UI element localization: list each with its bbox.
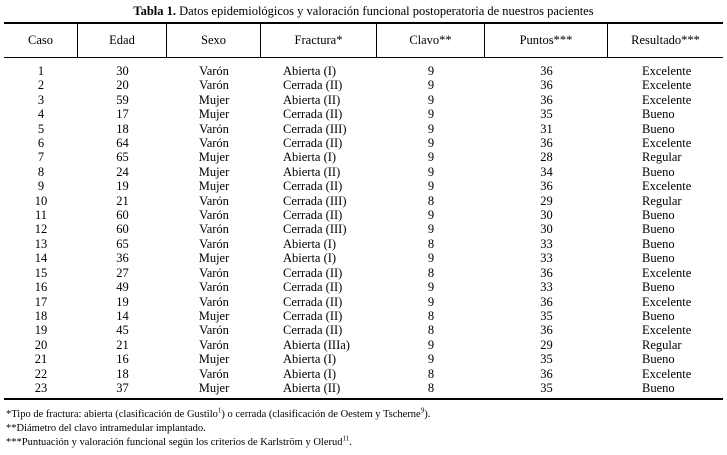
cell-puntos: 36 bbox=[540, 294, 553, 309]
cell-spacer bbox=[608, 208, 642, 222]
cell-spacer bbox=[261, 251, 283, 265]
cell-caso: 17 bbox=[34, 294, 48, 309]
cell-sexo: Varón bbox=[199, 208, 229, 223]
cell-caso: 7 bbox=[37, 150, 45, 165]
cell-puntos: 36 bbox=[540, 366, 553, 381]
footnotes bbox=[6, 408, 721, 450]
cell-resultado: Excelente bbox=[642, 323, 692, 338]
cell-fractura: Abierta (II) bbox=[283, 92, 341, 107]
cell-edad: 19 bbox=[116, 179, 129, 194]
footnote-text: *Tipo de fractura: abierta (clasificación de Gustilo bbox=[6, 409, 218, 420]
cell-spacer bbox=[608, 93, 642, 107]
table-row bbox=[4, 64, 723, 78]
cell-resultado: Regular bbox=[642, 193, 682, 208]
cell-spacer bbox=[261, 165, 283, 179]
cell-puntos: 34 bbox=[540, 164, 553, 179]
cell-spacer bbox=[261, 367, 283, 381]
cell-caso: 9 bbox=[37, 179, 45, 194]
cell-clavo: 9 bbox=[427, 208, 435, 223]
cell-edad: 60 bbox=[116, 208, 129, 223]
cell-fractura: Cerrada (II) bbox=[283, 107, 343, 122]
cell-resultado: Bueno bbox=[642, 236, 675, 251]
table-row bbox=[4, 280, 723, 294]
header-divider bbox=[484, 24, 485, 57]
cell-puntos: 29 bbox=[540, 337, 553, 352]
cell-puntos: 33 bbox=[540, 236, 553, 251]
header-divider bbox=[376, 24, 377, 57]
cell-puntos: 35 bbox=[540, 380, 553, 395]
cell-puntos: 28 bbox=[540, 150, 553, 165]
cell-fractura: Cerrada (II) bbox=[283, 265, 343, 280]
cell-resultado: Excelente bbox=[642, 136, 692, 151]
cell-resultado: Excelente bbox=[642, 366, 692, 381]
header-fractura: Fractura* bbox=[294, 33, 343, 47]
table-row bbox=[4, 266, 723, 280]
table-row bbox=[4, 309, 723, 323]
cell-clavo: 8 bbox=[427, 308, 435, 323]
cell-puntos: 30 bbox=[540, 222, 553, 237]
cell-puntos: 36 bbox=[540, 136, 553, 151]
header-clavo: Clavo** bbox=[409, 33, 452, 47]
cell-spacer bbox=[608, 165, 642, 179]
cell-sexo: Mujer bbox=[198, 92, 230, 107]
cell-spacer bbox=[261, 237, 283, 251]
cell-fractura: Abierta (II) bbox=[283, 380, 341, 395]
header-divider bbox=[166, 24, 167, 57]
cell-sexo: Varón bbox=[199, 222, 229, 237]
cell-caso: 14 bbox=[34, 251, 48, 266]
cell-resultado: Bueno bbox=[642, 251, 675, 266]
table-row bbox=[4, 237, 723, 251]
cell-caso: 15 bbox=[34, 265, 48, 280]
cell-fractura: Cerrada (III) bbox=[283, 222, 347, 237]
cell-puntos: 36 bbox=[540, 179, 553, 194]
table-row bbox=[4, 222, 723, 236]
cell-sexo: Varón bbox=[199, 78, 229, 93]
cell-clavo: 9 bbox=[427, 222, 435, 237]
cell-spacer bbox=[261, 323, 283, 337]
header-divider bbox=[607, 24, 608, 57]
cell-fractura: Cerrada (II) bbox=[283, 308, 343, 323]
cell-fractura: Abierta (IIIa) bbox=[283, 337, 350, 352]
cell-puntos: 35 bbox=[540, 308, 553, 323]
cell-puntos: 36 bbox=[540, 323, 553, 338]
cell-spacer bbox=[261, 309, 283, 323]
cell-spacer bbox=[261, 78, 283, 92]
cell-caso: 4 bbox=[37, 107, 45, 122]
cell-clavo: 9 bbox=[427, 294, 435, 309]
cell-resultado: Excelente bbox=[642, 265, 692, 280]
cell-fractura: Cerrada (II) bbox=[283, 179, 343, 194]
cell-fractura: Cerrada (II) bbox=[283, 294, 343, 309]
cell-caso: 12 bbox=[34, 222, 48, 237]
table-row bbox=[4, 150, 723, 164]
cell-spacer bbox=[608, 323, 642, 337]
table-row bbox=[4, 122, 723, 136]
table-row bbox=[4, 338, 723, 352]
cell-spacer bbox=[608, 381, 642, 395]
cell-puntos: 36 bbox=[540, 78, 553, 93]
table-row bbox=[4, 352, 723, 366]
cell-edad: 27 bbox=[116, 265, 129, 280]
cell-clavo: 8 bbox=[427, 323, 435, 338]
cell-sexo: Varón bbox=[199, 294, 229, 309]
cell-resultado: Excelente bbox=[642, 92, 692, 107]
cell-caso: 8 bbox=[37, 164, 45, 179]
cell-resultado: Excelente bbox=[642, 294, 692, 309]
cell-sexo: Mujer bbox=[198, 251, 230, 266]
cell-fractura: Abierta (I) bbox=[283, 150, 337, 165]
cell-spacer bbox=[608, 367, 642, 381]
cell-caso: 2 bbox=[37, 78, 45, 93]
cell-caso: 10 bbox=[34, 193, 48, 208]
cell-fractura: Cerrada (II) bbox=[283, 323, 343, 338]
cell-resultado: Bueno bbox=[642, 352, 675, 367]
table-row bbox=[4, 295, 723, 309]
cell-spacer bbox=[608, 237, 642, 251]
table-row bbox=[4, 165, 723, 179]
cell-spacer bbox=[261, 150, 283, 164]
cell-edad: 36 bbox=[116, 251, 129, 266]
cell-caso: 3 bbox=[37, 92, 45, 107]
cell-caso: 5 bbox=[37, 121, 45, 136]
cell-edad: 49 bbox=[116, 280, 129, 295]
cell-spacer bbox=[261, 208, 283, 222]
cell-caso: 19 bbox=[34, 323, 48, 338]
table-row bbox=[4, 251, 723, 265]
footnote-text: ) o cerrada (clasificación de Oestem y Tscherne bbox=[221, 409, 421, 420]
cell-spacer bbox=[261, 352, 283, 366]
cell-clavo: 9 bbox=[427, 280, 435, 295]
header-rule bbox=[4, 57, 723, 58]
cell-clavo: 9 bbox=[427, 78, 435, 93]
cell-edad: 30 bbox=[116, 64, 129, 78]
table-row bbox=[4, 323, 723, 337]
cell-edad: 18 bbox=[116, 121, 129, 136]
cell-caso: 18 bbox=[34, 308, 48, 323]
cell-puntos: 36 bbox=[540, 92, 553, 107]
data-table bbox=[4, 64, 723, 395]
cell-clavo: 9 bbox=[427, 251, 435, 266]
cell-clavo: 8 bbox=[427, 380, 435, 395]
caption-text: Datos epidemiológicos y valoración funcional postoperatoria de nuestros pacientes bbox=[179, 4, 594, 18]
cell-fractura: Abierta (I) bbox=[283, 251, 337, 266]
cell-spacer bbox=[261, 266, 283, 280]
cell-edad: 45 bbox=[116, 323, 129, 338]
cell-fractura: Cerrada (III) bbox=[283, 193, 347, 208]
cell-clavo: 9 bbox=[427, 92, 435, 107]
cell-sexo: Varón bbox=[199, 280, 229, 295]
table-row bbox=[4, 107, 723, 121]
cell-sexo: Varón bbox=[199, 136, 229, 151]
cell-clavo: 8 bbox=[427, 236, 435, 251]
cell-fractura: Cerrada (III) bbox=[283, 121, 347, 136]
cell-resultado: Bueno bbox=[642, 121, 675, 136]
table-row bbox=[4, 367, 723, 381]
cell-spacer bbox=[261, 280, 283, 294]
reference-number: 9 bbox=[420, 406, 425, 415]
table-row bbox=[4, 208, 723, 222]
cell-puntos: 35 bbox=[540, 352, 553, 367]
cell-clavo: 9 bbox=[427, 150, 435, 165]
cell-fractura: Cerrada (II) bbox=[283, 208, 343, 223]
cell-resultado: Bueno bbox=[642, 380, 675, 395]
table-row bbox=[4, 381, 723, 395]
table-row bbox=[4, 93, 723, 107]
cell-puntos: 35 bbox=[540, 107, 553, 122]
cell-spacer bbox=[608, 352, 642, 366]
cell-spacer bbox=[261, 222, 283, 236]
cell-spacer bbox=[261, 338, 283, 352]
cell-resultado: Excelente bbox=[642, 64, 692, 78]
caption-label: Tabla 1. bbox=[133, 4, 177, 18]
cell-resultado: Bueno bbox=[642, 107, 675, 122]
cell-sexo: Varón bbox=[199, 193, 229, 208]
cell-clavo: 8 bbox=[427, 366, 435, 381]
cell-resultado: Bueno bbox=[642, 308, 675, 323]
cell-sexo: Mujer bbox=[198, 107, 230, 122]
cell-sexo: Varón bbox=[199, 366, 229, 381]
cell-spacer bbox=[608, 179, 642, 193]
cell-edad: 16 bbox=[116, 352, 129, 367]
cell-sexo: Varón bbox=[199, 64, 229, 78]
cell-spacer bbox=[608, 136, 642, 150]
cell-puntos: 30 bbox=[540, 208, 553, 223]
footnote-text: ). bbox=[424, 409, 431, 420]
cell-fractura: Abierta (I) bbox=[283, 352, 337, 367]
cell-clavo: 9 bbox=[427, 352, 435, 367]
table-row bbox=[4, 194, 723, 208]
header-resultado: Resultado*** bbox=[631, 33, 700, 47]
header-edad: Edad bbox=[109, 33, 135, 47]
cell-sexo: Varón bbox=[199, 337, 229, 352]
cell-clavo: 9 bbox=[427, 107, 435, 122]
footnote-scoring bbox=[6, 436, 721, 450]
table-row bbox=[4, 136, 723, 150]
cell-puntos: 33 bbox=[540, 251, 553, 266]
footnote-nail-diameter: **Diámetro del clavo intramedular implantado. bbox=[6, 423, 206, 434]
cell-sexo: Varón bbox=[199, 236, 229, 251]
cell-sexo: Mujer bbox=[198, 150, 230, 165]
cell-spacer bbox=[261, 107, 283, 121]
header-sexo: Sexo bbox=[201, 33, 226, 47]
cell-puntos: 31 bbox=[540, 121, 553, 136]
header-divider bbox=[77, 24, 78, 57]
cell-edad: 24 bbox=[116, 164, 129, 179]
cell-spacer bbox=[261, 93, 283, 107]
cell-clavo: 9 bbox=[427, 337, 435, 352]
cell-spacer bbox=[608, 295, 642, 309]
cell-spacer bbox=[608, 122, 642, 136]
cell-resultado: Excelente bbox=[642, 179, 692, 194]
cell-puntos: 33 bbox=[540, 280, 553, 295]
cell-resultado: Regular bbox=[642, 150, 682, 165]
cell-edad: 14 bbox=[116, 308, 129, 323]
cell-sexo: Varón bbox=[199, 323, 229, 338]
cell-puntos: 36 bbox=[540, 64, 553, 78]
cell-edad: 19 bbox=[116, 294, 129, 309]
reference-number: 1 bbox=[217, 406, 222, 415]
cell-caso: 13 bbox=[34, 236, 48, 251]
cell-spacer bbox=[608, 78, 642, 92]
cell-edad: 64 bbox=[116, 136, 129, 151]
cell-spacer bbox=[261, 194, 283, 208]
cell-caso: 6 bbox=[37, 136, 45, 151]
cell-sexo: Mujer bbox=[198, 164, 230, 179]
cell-sexo: Mujer bbox=[198, 352, 230, 367]
cell-edad: 65 bbox=[116, 236, 129, 251]
cell-puntos: 29 bbox=[540, 193, 553, 208]
cell-spacer bbox=[261, 122, 283, 136]
cell-clavo: 8 bbox=[427, 265, 435, 280]
cell-clavo: 9 bbox=[427, 164, 435, 179]
cell-fractura: Cerrada (II) bbox=[283, 78, 343, 93]
cell-spacer bbox=[261, 295, 283, 309]
cell-edad: 18 bbox=[116, 366, 129, 381]
cell-clavo: 8 bbox=[427, 193, 435, 208]
reference-number: 11 bbox=[342, 434, 350, 443]
cell-resultado: Bueno bbox=[642, 208, 675, 223]
cell-sexo: Varón bbox=[199, 121, 229, 136]
cell-caso: 1 bbox=[37, 64, 45, 78]
cell-spacer bbox=[261, 381, 283, 395]
cell-spacer bbox=[608, 338, 642, 352]
cell-fractura: Abierta (I) bbox=[283, 366, 337, 381]
cell-sexo: Mujer bbox=[198, 380, 230, 395]
cell-fractura: Abierta (II) bbox=[283, 164, 341, 179]
cell-caso: 21 bbox=[34, 352, 48, 367]
cell-clavo: 9 bbox=[427, 179, 435, 194]
cell-caso: 11 bbox=[34, 208, 48, 223]
cell-sexo: Varón bbox=[199, 265, 229, 280]
cell-edad: 21 bbox=[116, 193, 129, 208]
cell-sexo: Mujer bbox=[198, 179, 230, 194]
cell-resultado: Bueno bbox=[642, 222, 675, 237]
cell-caso: 16 bbox=[34, 280, 48, 295]
cell-edad: 37 bbox=[116, 380, 129, 395]
cell-caso: 23 bbox=[34, 380, 48, 395]
cell-spacer bbox=[608, 309, 642, 323]
cell-edad: 65 bbox=[116, 150, 129, 165]
header-puntos: Puntos*** bbox=[519, 33, 573, 47]
cell-edad: 21 bbox=[116, 337, 129, 352]
cell-resultado: Bueno bbox=[642, 164, 675, 179]
cell-edad: 17 bbox=[116, 107, 129, 122]
cell-spacer bbox=[261, 64, 283, 78]
cell-clavo: 9 bbox=[427, 64, 435, 78]
cell-spacer bbox=[261, 136, 283, 150]
cell-puntos: 36 bbox=[540, 265, 553, 280]
cell-clavo: 9 bbox=[427, 121, 435, 136]
cell-spacer bbox=[261, 179, 283, 193]
cell-fractura: Cerrada (II) bbox=[283, 136, 343, 151]
cell-edad: 60 bbox=[116, 222, 129, 237]
footnote-text: . bbox=[349, 437, 352, 448]
cell-spacer bbox=[608, 266, 642, 280]
cell-sexo: Mujer bbox=[198, 308, 230, 323]
header-divider bbox=[260, 24, 261, 57]
cell-edad: 59 bbox=[116, 92, 129, 107]
table-row bbox=[4, 179, 723, 193]
cell-spacer bbox=[608, 64, 642, 78]
cell-clavo: 9 bbox=[427, 136, 435, 151]
footnote-fracture-type bbox=[6, 408, 721, 422]
cell-spacer bbox=[608, 251, 642, 265]
cell-spacer bbox=[608, 222, 642, 236]
table-row bbox=[4, 78, 723, 92]
cell-fractura: Abierta (I) bbox=[283, 64, 337, 78]
footnote-text: ***Puntuación y valoración funcional según los criterios de Karlström y Olerud bbox=[6, 437, 343, 448]
cell-resultado: Regular bbox=[642, 337, 682, 352]
cell-spacer bbox=[608, 107, 642, 121]
cell-spacer bbox=[608, 194, 642, 208]
cell-edad: 20 bbox=[116, 78, 129, 93]
cell-fractura: Abierta (I) bbox=[283, 236, 337, 251]
cell-caso: 20 bbox=[34, 337, 48, 352]
cell-resultado: Excelente bbox=[642, 78, 692, 93]
cell-fractura: Cerrada (II) bbox=[283, 280, 343, 295]
bottom-rule bbox=[4, 398, 723, 400]
table-caption bbox=[0, 4, 727, 19]
cell-spacer bbox=[608, 150, 642, 164]
cell-resultado: Bueno bbox=[642, 280, 675, 295]
cell-caso: 22 bbox=[34, 366, 48, 381]
header-caso: Caso bbox=[28, 33, 53, 47]
cell-spacer bbox=[608, 280, 642, 294]
